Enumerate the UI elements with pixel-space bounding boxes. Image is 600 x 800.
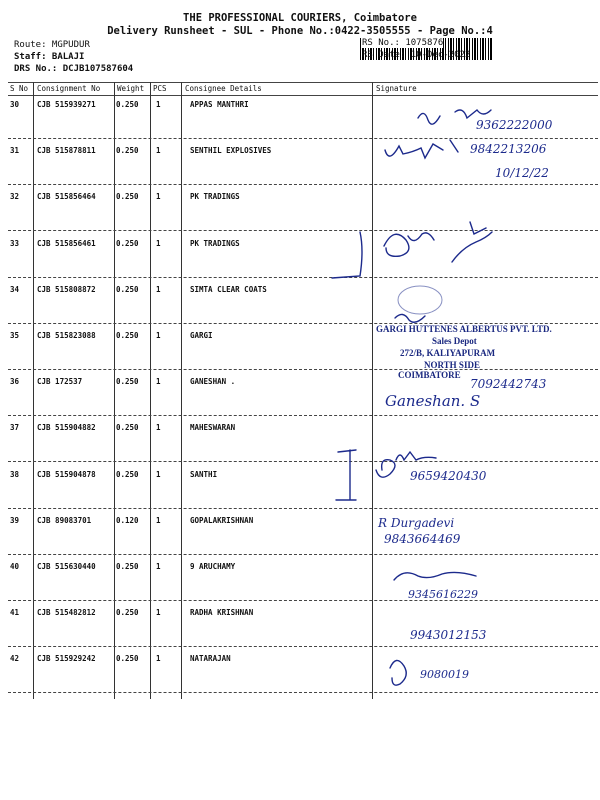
col-header-signature: Signature (376, 84, 417, 93)
drs-number: DRS No.: DCJB107587604 (14, 64, 134, 74)
company-stamp-line: GARGI HUTTENES ALBERTUS PVT. LTD. (376, 324, 552, 334)
row-separator (8, 230, 598, 231)
row-sno: 42 (10, 654, 20, 664)
row-weight: 0.120 (116, 515, 139, 525)
row-pcs: 1 (156, 192, 161, 202)
handwritten-phone: 9080019 (420, 668, 469, 681)
route-label: Route: MGPUDUR (14, 40, 90, 50)
row-consignment-no: CJB 515856464 (37, 192, 96, 202)
row-consignment-no: CJB 515904882 (37, 423, 96, 433)
row-separator (8, 554, 598, 555)
col-divider (181, 82, 182, 699)
row-pcs: 1 (156, 100, 161, 109)
table-top-rule (8, 82, 598, 83)
row-pcs: 1 (156, 146, 161, 156)
company-stamp-line: Sales Depot (432, 336, 477, 346)
handwritten-phone: 9843664469 (384, 532, 461, 546)
signature-stroke (394, 572, 476, 580)
row-consignee: SIMTA CLEAR COATS (190, 284, 267, 294)
signature-stroke (452, 222, 492, 262)
company-stamp-line: NORTH SIDE (424, 360, 480, 370)
row-sno: 39 (10, 515, 20, 525)
row-consignee: GANESHAN . (190, 377, 236, 387)
row-sno: 36 (10, 377, 20, 387)
row-consignment-no: CJB 515482812 (37, 608, 96, 618)
row-consignee: RADHA KRISHNAN (190, 608, 254, 618)
row-separator (8, 600, 598, 601)
row-consignee: PK TRADINGS (190, 192, 240, 202)
row-consignee: MAHESWARAN (190, 423, 236, 433)
row-separator (8, 461, 598, 462)
row-pcs: 1 (156, 608, 161, 618)
row-consignment-no: CJB 515823088 (37, 331, 96, 340)
row-weight: 0.250 (116, 608, 139, 618)
row-consignee: 9 ARUCHAMY (190, 562, 236, 571)
row-pcs: 1 (156, 469, 161, 479)
row-separator (8, 277, 598, 278)
row-separator (8, 692, 598, 693)
row-consignment-no: CJB 515856461 (37, 238, 96, 248)
row-consignee: PK TRADINGS (190, 238, 240, 248)
bracket-mark (336, 450, 356, 500)
row-sno: 34 (10, 284, 20, 294)
row-weight: 0.250 (116, 331, 139, 340)
row-pcs: 1 (156, 284, 161, 294)
row-pcs: 1 (156, 515, 161, 525)
bracket-mark (332, 232, 362, 278)
row-sno: 33 (10, 238, 20, 248)
header-rule (8, 95, 598, 96)
row-consignee: APPAS MANTHRI (190, 100, 249, 109)
row-consignment-no: CJB 515929242 (37, 654, 96, 664)
row-consignment-no: CJB 515630440 (37, 562, 96, 571)
signature-stroke (450, 140, 458, 152)
handwritten-name: R Durgadevi (378, 516, 455, 530)
handwritten-phone: 7092442743 (470, 377, 547, 391)
col-header-pcs: PCS (153, 84, 167, 93)
row-pcs: 1 (156, 562, 161, 571)
handwritten-date: 10/12/22 (495, 166, 549, 180)
row-weight: 0.250 (116, 654, 139, 664)
signature-stroke (395, 314, 425, 322)
row-consignment-no: CJB 515939271 (37, 100, 96, 109)
row-separator (8, 646, 598, 647)
row-sno: 40 (10, 562, 20, 571)
row-weight: 0.250 (116, 562, 139, 571)
row-consignee: SANTHI (190, 469, 218, 479)
row-sno: 31 (10, 146, 20, 156)
col-divider (114, 82, 115, 699)
col-divider (150, 82, 151, 699)
seal-outline (398, 286, 442, 314)
row-weight: 0.250 (116, 284, 139, 294)
row-consignment-no: CJB 172537 (37, 377, 83, 387)
runsheet-subtitle: Delivery Runsheet - SUL - Phone No.:0422-3505555 - Page No.:4 (107, 25, 493, 37)
col-header-consignment: Consignment No (37, 84, 101, 93)
col-divider (33, 82, 34, 699)
row-pcs: 1 (156, 377, 161, 387)
row-consignee: GOPALAKRISHNAN (190, 515, 254, 525)
row-pcs: 1 (156, 238, 161, 248)
handwritten-name: Ganeshan. S (385, 392, 481, 410)
row-weight: 0.250 (116, 377, 139, 387)
row-separator (8, 184, 598, 185)
row-pcs: 1 (156, 654, 161, 664)
signature-stroke (390, 660, 406, 685)
col-header-weight: Weight (117, 84, 145, 93)
row-consignment-no: CJB 89083701 (37, 515, 92, 525)
staff-label: Staff: BALAJI (14, 52, 85, 62)
handwritten-phone: 9345616229 (408, 588, 478, 601)
row-weight: 0.250 (116, 146, 139, 156)
row-sno: 41 (10, 608, 20, 618)
company-stamp-line: COIMBATORE (398, 370, 461, 380)
row-weight: 0.250 (116, 423, 139, 433)
col-header-consignee: Consignee Details (185, 84, 262, 93)
row-consignee: GARGI (190, 331, 213, 340)
row-sno: 35 (10, 331, 20, 340)
signature-stroke (384, 233, 434, 256)
row-weight: 0.250 (116, 469, 139, 479)
rs-date: RS Date: 10-Dec-2022 (362, 50, 471, 60)
row-consignee: SENTHIL EXPLOSIVES (190, 146, 272, 156)
row-sno: 38 (10, 469, 20, 479)
handwritten-phone: 9943012153 (410, 628, 487, 642)
row-consignee: NATARAJAN (190, 654, 231, 664)
row-separator (8, 138, 598, 139)
row-sno: 32 (10, 192, 20, 202)
runsheet-title: THE PROFESSIONAL COURIERS, Coimbatore (183, 12, 417, 24)
handwritten-phone: 9842213206 (470, 142, 547, 156)
col-header-sno: S No (10, 84, 29, 93)
row-weight: 0.250 (116, 192, 139, 202)
signature-stroke (385, 144, 443, 158)
row-consignment-no: CJB 515904878 (37, 469, 96, 479)
rs-number: RS No.: 1075876 (362, 38, 444, 48)
row-sno: 30 (10, 100, 20, 109)
row-weight: 0.250 (116, 100, 139, 109)
handwritten-phone: 9659420430 (410, 469, 487, 483)
company-stamp-line: 272/B, KALIYAPURAM (400, 348, 496, 358)
row-weight: 0.250 (116, 238, 139, 248)
col-divider (372, 82, 373, 699)
row-consignment-no: CJB 515808872 (37, 284, 96, 294)
row-consignment-no: CJB 515878811 (37, 146, 96, 156)
row-separator (8, 415, 598, 416)
row-separator (8, 508, 598, 509)
row-pcs: 1 (156, 423, 161, 433)
row-separator (8, 369, 598, 370)
row-sno: 37 (10, 423, 20, 433)
handwritten-phone: 9362222000 (476, 118, 553, 132)
row-pcs: 1 (156, 331, 161, 340)
